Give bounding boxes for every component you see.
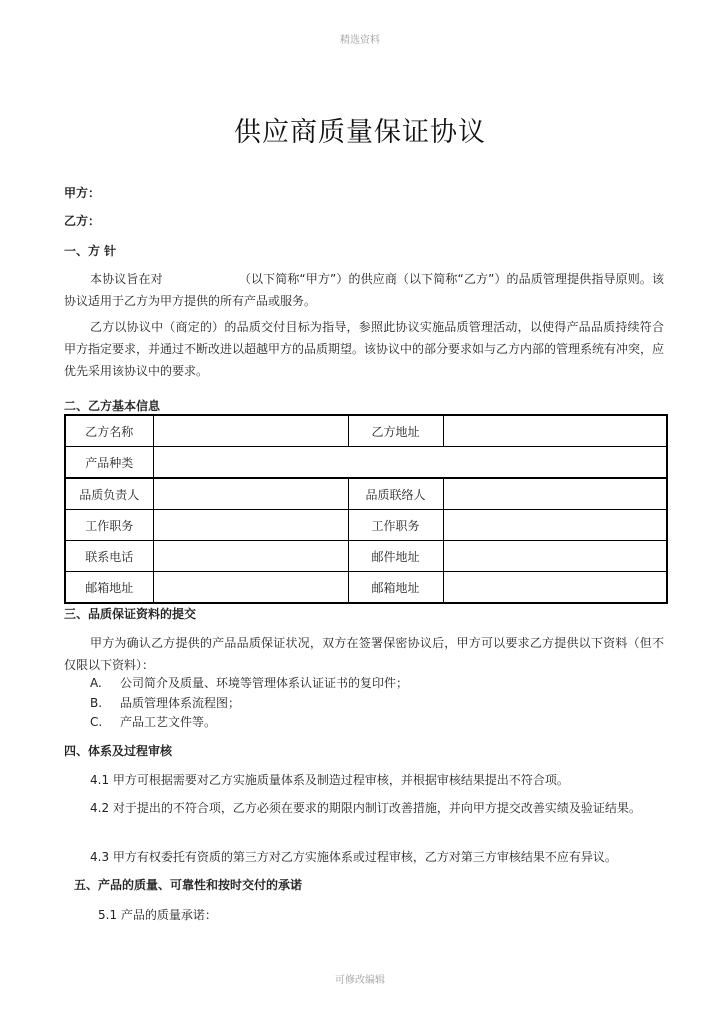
qa-contact-label: 品质联络人 bbox=[348, 478, 443, 510]
section5-subheading: 5.1 产品的质量承诺： bbox=[98, 908, 217, 922]
owner-job-cell[interactable] bbox=[153, 510, 348, 541]
section1-paragraph1 bbox=[64, 268, 664, 312]
document-title: 供应商质量保证协议 bbox=[234, 117, 486, 148]
section4-clause-3: 4.3 甲方有权委托有资质的第三方对乙方实施体系或过程审核，乙方对第三方审核结果不应有异议。 bbox=[90, 850, 617, 864]
party-b-label: 乙方： bbox=[64, 214, 101, 228]
qa-owner-label: 品质负责人 bbox=[65, 478, 153, 510]
list-text: 产品工艺文件等。 bbox=[120, 715, 217, 729]
section5-heading: 五、产品的质量、可靠性和按时交付的承诺 bbox=[74, 878, 303, 892]
contact-job-cell[interactable] bbox=[443, 510, 667, 541]
owner-email-label: 邮箱地址 bbox=[65, 572, 153, 604]
list-item bbox=[90, 711, 216, 733]
supplier-address-label: 乙方地址 bbox=[348, 415, 443, 447]
section4-clause-1: 4.1 甲方可根据需要对乙方实施质量体系及制造过程审核，并根据审核结果提出不符合项。 bbox=[90, 773, 569, 787]
mail-address-cell[interactable] bbox=[443, 541, 667, 572]
section2-heading: 二、乙方基本信息 bbox=[64, 399, 161, 413]
qa-contact-cell[interactable] bbox=[443, 478, 667, 510]
section1-heading: 一、方 针 bbox=[64, 244, 117, 258]
list-marker: A. bbox=[90, 676, 102, 690]
product-type-cell[interactable] bbox=[153, 447, 667, 479]
section4-heading: 四、体系及过程审核 bbox=[64, 744, 173, 758]
qa-owner-cell[interactable] bbox=[153, 478, 348, 510]
section4-clause-2: 4.2 对于提出的不符合项，乙方必须在要求的期限内制订改善措施，并向甲方提交改善实绩及验证结果。 bbox=[90, 801, 641, 815]
contact-email-cell[interactable] bbox=[443, 572, 667, 604]
phone-label: 联系电话 bbox=[65, 541, 153, 572]
list-marker: C. bbox=[90, 715, 103, 729]
party-a-label: 甲方： bbox=[64, 186, 101, 200]
page-header: 精选资料 bbox=[340, 35, 380, 46]
mail-address-label: 邮件地址 bbox=[348, 541, 443, 572]
page-footer: 可修改编辑 bbox=[335, 975, 385, 986]
list-text: 品质管理体系流程图； bbox=[120, 696, 241, 710]
list-item bbox=[90, 672, 408, 694]
supplier-address-cell[interactable] bbox=[443, 415, 667, 447]
list-marker: B. bbox=[90, 696, 103, 710]
supplier-name-cell[interactable] bbox=[153, 415, 348, 447]
phone-cell[interactable] bbox=[153, 541, 348, 572]
section3-heading: 三、品质保证资料的提交 bbox=[64, 607, 197, 621]
supplier-name-label: 乙方名称 bbox=[65, 415, 153, 447]
supplier-info-table bbox=[64, 414, 668, 604]
section1-p1-start: 本协议旨在对 bbox=[90, 272, 163, 286]
section1-paragraph2: 乙方以协议中（商定的）的品质交付目标为指导，参照此协议实施品质管理活动，以使得产品品质持续符合甲方指定要求，并通过不断改进以超越甲方的品质期望。该协议中的部分要求如与乙方内部的管理系统有冲突，应优先采用该协议中的要求。 bbox=[64, 320, 665, 378]
list-text: 公司简介及质量、环境等管理体系认证证书的复印件； bbox=[120, 676, 409, 690]
product-type-label: 产品种类 bbox=[65, 447, 153, 479]
contact-job-label: 工作职务 bbox=[348, 510, 443, 541]
section3-intro: 甲方为确认乙方提供的产品品质保证状况，双方在签署保密协议后，甲方可以要求乙方提供以下资料（但不仅限以下资料）： bbox=[64, 636, 664, 672]
owner-job-label: 工作职务 bbox=[65, 510, 153, 541]
owner-email-cell[interactable] bbox=[153, 572, 348, 604]
section1-p1-rest: （以下简称“甲方”）的供应商（以下简称“乙方”）的品质管理提供指导原则。该协议适用于乙方为甲方提供的所有产品或服务。 bbox=[64, 272, 664, 308]
contact-email-label: 邮箱地址 bbox=[348, 572, 443, 604]
